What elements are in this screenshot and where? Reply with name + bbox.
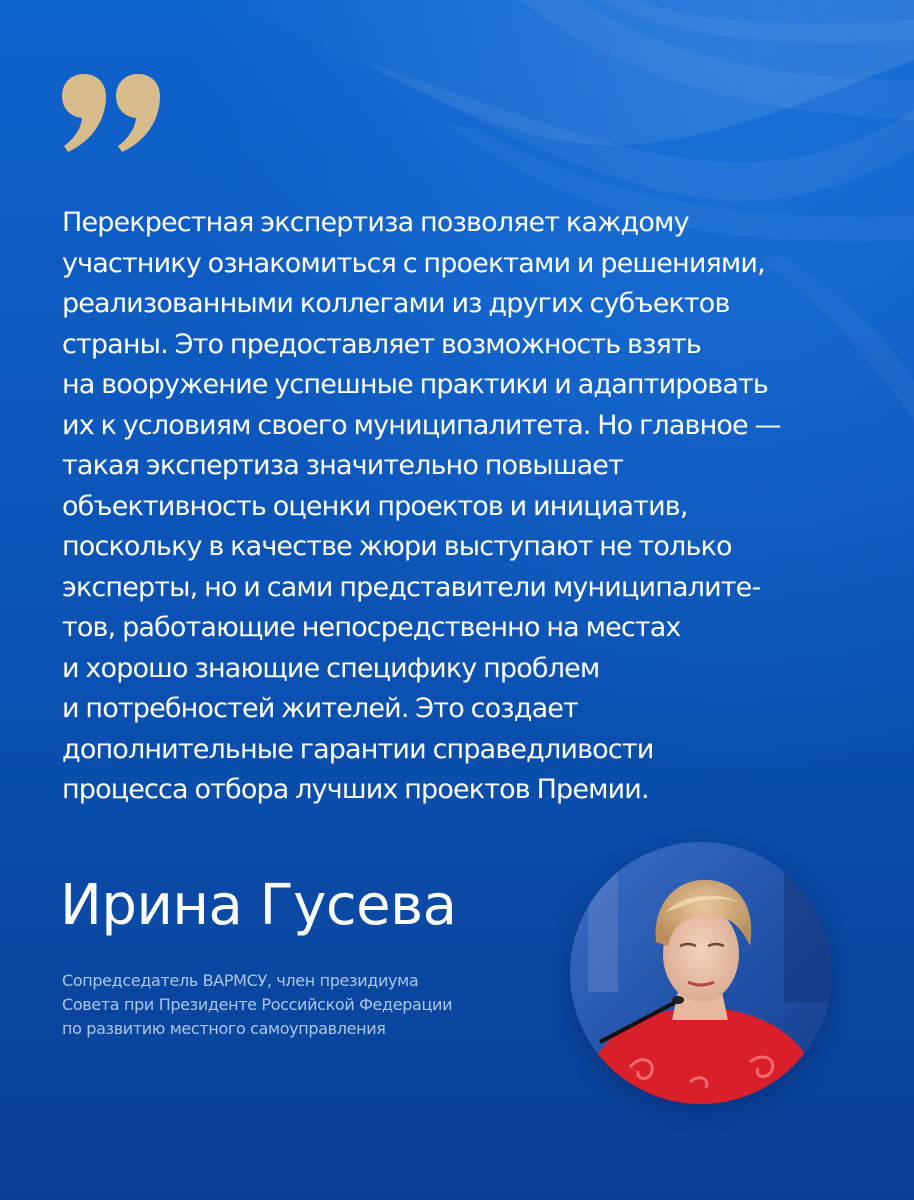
quote-line: и хорошо знающие специфику проблем <box>62 652 600 684</box>
quote-line: процесса отбора лучших проектов Премии. <box>62 774 649 805</box>
quote-line: их к условиям своего муниципалитета. Но главное — <box>62 409 781 441</box>
quote-line: участнику ознакомиться с проектами и решениями, <box>62 247 765 279</box>
author-role-line: Сопредседатель ВАРМСУ, член президиума <box>62 971 419 990</box>
quote-line: реализованными коллегами из других субъектов <box>62 288 730 319</box>
quote-line: на вооружение успешные практики и адаптировать <box>62 369 768 400</box>
quote-line: дополнительные гарантии справедливости <box>62 733 654 765</box>
quote-text <box>62 203 852 811</box>
quote-line: объективность оценки проектов и инициатив, <box>62 490 688 522</box>
author-role-line: Совета при Президенте Российской Федерации <box>62 995 453 1014</box>
quote-line: страны. Это предоставляет возможность взять <box>62 328 701 360</box>
quote-line: эксперты, но и сами представители муниципалите- <box>62 571 761 603</box>
author-name: Ирина Гусева <box>60 873 457 938</box>
quote-line: поскольку в качестве жюри выступают не только <box>62 531 732 562</box>
author-role <box>62 969 452 1041</box>
author-portrait <box>570 842 832 1104</box>
author-role-line: по развитию местного самоуправления <box>62 1019 386 1038</box>
quote-line: такая экспертиза значительно повышает <box>62 450 623 481</box>
quote-line: и потребностей жителей. Это создает <box>62 693 578 724</box>
quote-line: тов, работающие непосредственно на местах <box>62 612 681 643</box>
closing-quote-icon <box>62 74 160 152</box>
quote-line: Перекрестная экспертиза позволяет каждому <box>62 207 689 238</box>
